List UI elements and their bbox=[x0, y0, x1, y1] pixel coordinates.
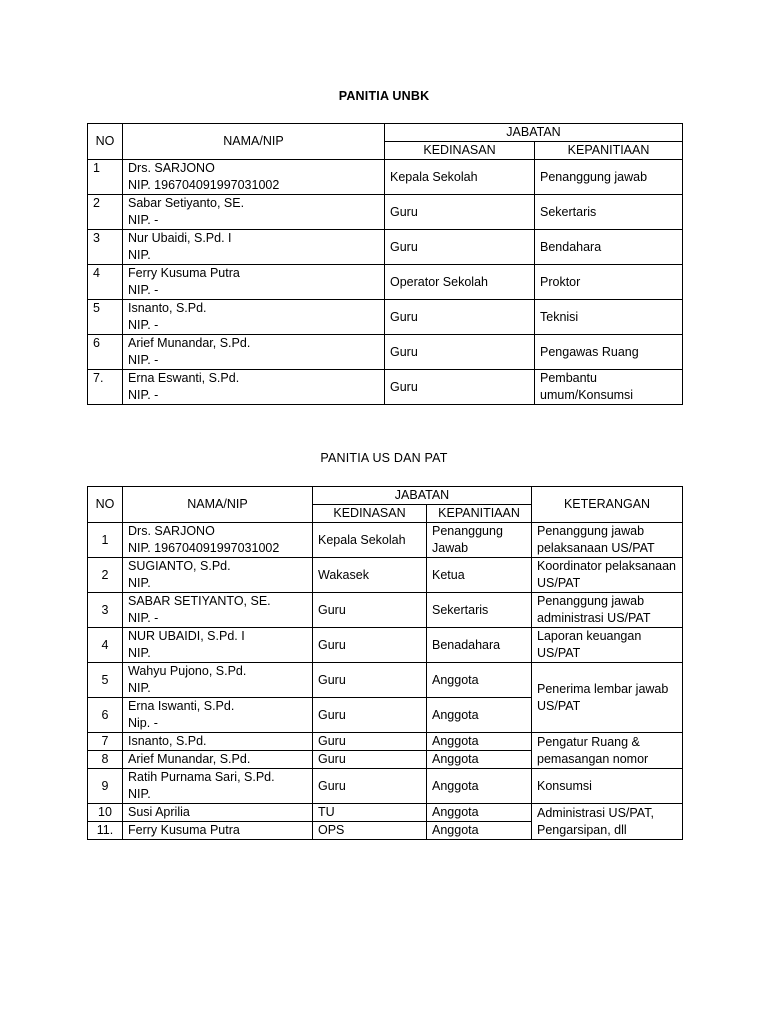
cell-no: 1 bbox=[88, 160, 123, 195]
nip-text: NIP. bbox=[128, 576, 151, 590]
cell-kedinasan: Wakasek bbox=[313, 558, 427, 593]
cell-kedinasan: Guru bbox=[313, 733, 427, 751]
cell-nama bbox=[123, 523, 313, 558]
table-row bbox=[88, 733, 683, 751]
nip-text: NIP. 196704091997031002 bbox=[128, 541, 280, 555]
cell-no: 6 bbox=[88, 335, 123, 370]
header-no: NO bbox=[88, 124, 123, 160]
cell-keterangan: Penanggung jawab pelaksanaan US/PAT bbox=[532, 523, 683, 558]
nama-text: Drs. SARJONO bbox=[128, 161, 215, 175]
cell-nama: Isnanto, S.Pd. bbox=[123, 733, 313, 751]
header-no: NO bbox=[88, 487, 123, 523]
nama-text: SUGIANTO, S.Pd. bbox=[128, 559, 231, 573]
table-row bbox=[88, 160, 683, 195]
cell-no: 4 bbox=[88, 628, 123, 663]
header-jabatan: JABATAN bbox=[385, 124, 683, 142]
nip-text: NIP. bbox=[128, 787, 151, 801]
cell-kedinasan: Guru bbox=[313, 769, 427, 804]
table-row bbox=[88, 370, 683, 405]
nip-text: NIP. bbox=[128, 646, 151, 660]
nip-text: NIP. - bbox=[128, 611, 159, 625]
cell-kedinasan: Guru bbox=[313, 593, 427, 628]
table-row bbox=[88, 523, 683, 558]
cell-nama: Ferry Kusuma Putra bbox=[123, 822, 313, 840]
header-keterangan: KETERANGAN bbox=[532, 487, 683, 523]
nip-text: NIP. - bbox=[128, 283, 159, 297]
cell-kepanitiaan: Teknisi bbox=[535, 300, 683, 335]
cell-nama bbox=[123, 195, 385, 230]
nama-text: Arief Munandar, S.Pd. bbox=[128, 336, 251, 350]
nip-text: NIP. bbox=[128, 681, 151, 695]
cell-kedinasan: Operator Sekolah bbox=[385, 265, 535, 300]
nama-text: Nur Ubaidi, S.Pd. I bbox=[128, 231, 232, 245]
cell-no: 4 bbox=[88, 265, 123, 300]
cell-kepanitiaan: Anggota bbox=[427, 822, 532, 840]
table-row bbox=[88, 558, 683, 593]
cell-no: 5 bbox=[88, 300, 123, 335]
cell-keterangan: Konsumsi bbox=[532, 769, 683, 804]
cell-kepanitiaan: Anggota bbox=[427, 663, 532, 698]
cell-nama: Susi Aprilia bbox=[123, 804, 313, 822]
cell-nama bbox=[123, 300, 385, 335]
nama-text: Sabar Setiyanto, SE. bbox=[128, 196, 245, 210]
nip-text: NIP. - bbox=[128, 213, 159, 227]
nama-text: Wahyu Pujono, S.Pd. bbox=[128, 664, 247, 678]
cell-no: 8 bbox=[88, 751, 123, 769]
cell-kedinasan: Guru bbox=[385, 195, 535, 230]
cell-no: 7. bbox=[88, 370, 123, 405]
cell-kedinasan: Guru bbox=[313, 751, 427, 769]
cell-kepanitiaan: Anggota bbox=[427, 769, 532, 804]
cell-kedinasan: Guru bbox=[313, 663, 427, 698]
cell-nama bbox=[123, 663, 313, 698]
header-kepanitiaan: KEPANITIAAN bbox=[535, 142, 683, 160]
cell-keterangan: Penanggung jawab administrasi US/PAT bbox=[532, 593, 683, 628]
header-jabatan: JABATAN bbox=[313, 487, 532, 505]
cell-kepanitiaan: Sekertaris bbox=[427, 593, 532, 628]
cell-kepanitiaan: Anggota bbox=[427, 751, 532, 769]
cell-keterangan: Pengatur Ruang & pemasangan nomor bbox=[532, 733, 683, 769]
cell-kedinasan: TU bbox=[313, 804, 427, 822]
cell-no: 11. bbox=[88, 822, 123, 840]
cell-kepanitiaan: Sekertaris bbox=[535, 195, 683, 230]
table-row bbox=[88, 195, 683, 230]
cell-kepanitiaan: Benadahara bbox=[427, 628, 532, 663]
unbk-title: PANITIA UNBK bbox=[338, 89, 430, 103]
header-nama: NAMA/NIP bbox=[123, 124, 385, 160]
uspat-title: PANITIA US DAN PAT bbox=[320, 451, 448, 465]
cell-kepanitiaan: Proktor bbox=[535, 265, 683, 300]
cell-no: 2 bbox=[88, 195, 123, 230]
cell-nama: Arief Munandar, S.Pd. bbox=[123, 751, 313, 769]
cell-kepanitiaan: Anggota bbox=[427, 733, 532, 751]
cell-no: 3 bbox=[88, 230, 123, 265]
cell-kepanitiaan: Bendahara bbox=[535, 230, 683, 265]
table-row bbox=[88, 628, 683, 663]
table-row bbox=[88, 804, 683, 822]
cell-no: 1 bbox=[88, 523, 123, 558]
cell-nama bbox=[123, 593, 313, 628]
cell-no: 2 bbox=[88, 558, 123, 593]
unbk-table bbox=[87, 123, 683, 405]
nama-text: NUR UBAIDI, S.Pd. I bbox=[128, 629, 245, 643]
cell-nama bbox=[123, 335, 385, 370]
cell-kedinasan: Guru bbox=[385, 370, 535, 405]
nama-text: Erna Iswanti, S.Pd. bbox=[128, 699, 235, 713]
nip-text: NIP. 196704091997031002 bbox=[128, 178, 280, 192]
table-row bbox=[88, 335, 683, 370]
cell-keterangan: Koordinator pelaksanaan US/PAT bbox=[532, 558, 683, 593]
cell-kedinasan: Guru bbox=[385, 335, 535, 370]
cell-kepanitiaan: Anggota bbox=[427, 804, 532, 822]
cell-kedinasan: Guru bbox=[385, 230, 535, 265]
header-nama: NAMA/NIP bbox=[123, 487, 313, 523]
cell-nama bbox=[123, 698, 313, 733]
cell-nama bbox=[123, 558, 313, 593]
table-row bbox=[88, 769, 683, 804]
cell-kedinasan: Kepala Sekolah bbox=[385, 160, 535, 195]
cell-kepanitiaan: Pengawas Ruang bbox=[535, 335, 683, 370]
table-row bbox=[88, 593, 683, 628]
cell-nama bbox=[123, 370, 385, 405]
cell-nama bbox=[123, 160, 385, 195]
nip-text: NIP. - bbox=[128, 353, 159, 367]
cell-kedinasan: Guru bbox=[385, 300, 535, 335]
cell-keterangan: Administrasi US/PAT, Pengarsipan, dll bbox=[532, 804, 683, 840]
nama-text: SABAR SETIYANTO, SE. bbox=[128, 594, 271, 608]
header-kedinasan: KEDINASAN bbox=[313, 505, 427, 523]
cell-no: 3 bbox=[88, 593, 123, 628]
cell-kepanitiaan: Pembantu umum/Konsumsi bbox=[535, 370, 683, 405]
cell-nama bbox=[123, 230, 385, 265]
cell-no: 6 bbox=[88, 698, 123, 733]
nip-text: NIP. - bbox=[128, 318, 159, 332]
nama-text: Drs. SARJONO bbox=[128, 524, 215, 538]
table-row bbox=[88, 230, 683, 265]
table-row bbox=[88, 663, 683, 698]
cell-nama bbox=[123, 265, 385, 300]
header-kedinasan: KEDINASAN bbox=[385, 142, 535, 160]
cell-kedinasan: OPS bbox=[313, 822, 427, 840]
cell-kepanitiaan: Ketua bbox=[427, 558, 532, 593]
table-row bbox=[88, 300, 683, 335]
cell-kepanitiaan: Penanggung jawab bbox=[535, 160, 683, 195]
nip-text: NIP. bbox=[128, 248, 151, 262]
cell-kepanitiaan: Penanggung Jawab bbox=[427, 523, 532, 558]
cell-no: 9 bbox=[88, 769, 123, 804]
cell-keterangan: Penerima lembar jawab US/PAT bbox=[532, 663, 683, 733]
nama-text: Isnanto, S.Pd. bbox=[128, 301, 207, 315]
nama-text: Erna Eswanti, S.Pd. bbox=[128, 371, 240, 385]
cell-nama bbox=[123, 769, 313, 804]
header-kepanitiaan: KEPANITIAAN bbox=[427, 505, 532, 523]
cell-kedinasan: Guru bbox=[313, 628, 427, 663]
cell-no: 10 bbox=[88, 804, 123, 822]
nip-text: Nip. - bbox=[128, 716, 158, 730]
cell-keterangan: Laporan keuangan US/PAT bbox=[532, 628, 683, 663]
cell-nama bbox=[123, 628, 313, 663]
cell-kedinasan: Guru bbox=[313, 698, 427, 733]
cell-no: 5 bbox=[88, 663, 123, 698]
table-row bbox=[88, 265, 683, 300]
cell-kepanitiaan: Anggota bbox=[427, 698, 532, 733]
nama-text: Ratih Purnama Sari, S.Pd. bbox=[128, 770, 275, 784]
nip-text: NIP. - bbox=[128, 388, 159, 402]
nama-text: Ferry Kusuma Putra bbox=[128, 266, 240, 280]
cell-no: 7 bbox=[88, 733, 123, 751]
cell-kedinasan: Kepala Sekolah bbox=[313, 523, 427, 558]
uspat-table bbox=[87, 486, 683, 840]
